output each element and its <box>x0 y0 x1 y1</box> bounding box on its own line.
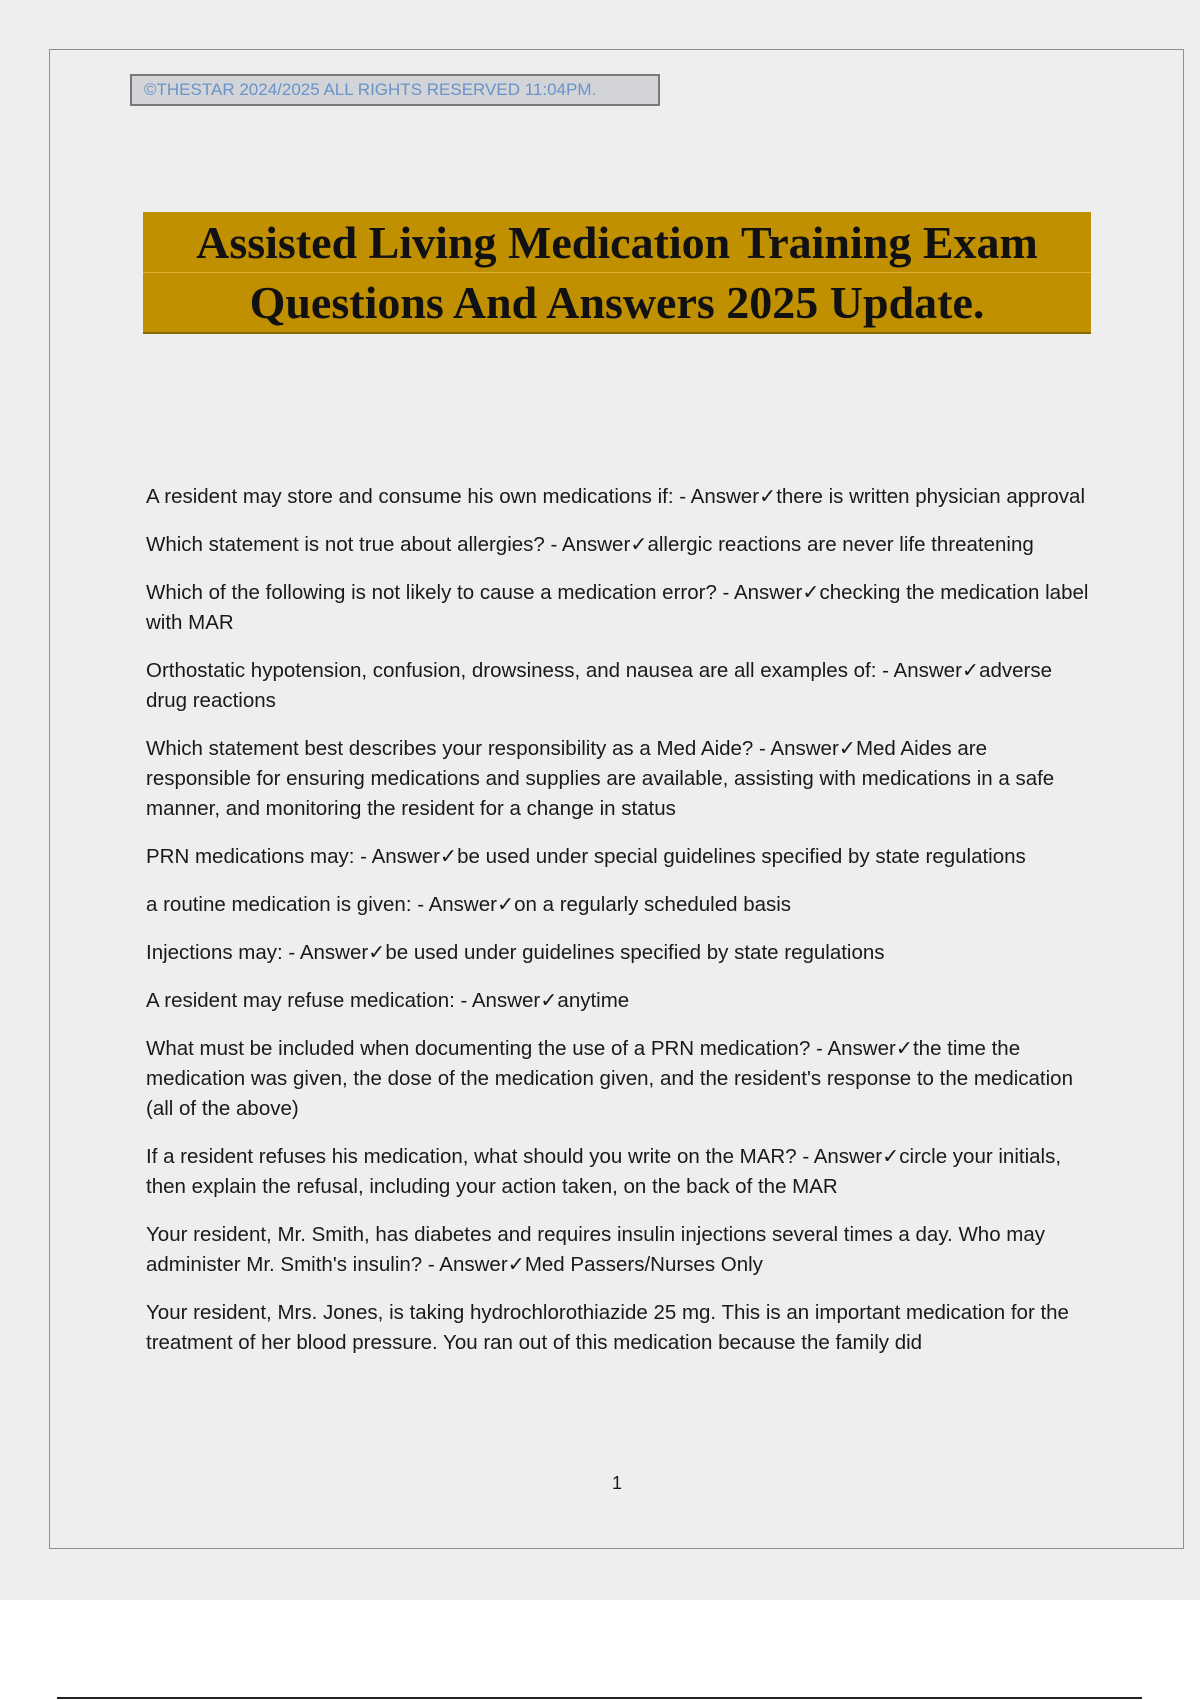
answer-text: there is written physician approval <box>776 485 1085 508</box>
answer-text: on a regularly scheduled basis <box>514 893 792 916</box>
answer-marker: - Answer✓ <box>716 581 820 604</box>
qa-item <box>146 842 1096 872</box>
qa-item <box>146 1142 1096 1202</box>
qa-item <box>146 578 1096 638</box>
document-title-line-2: Questions And Answers 2025 Update. <box>249 277 985 328</box>
title-banner <box>143 212 1091 334</box>
copyright-watermark: ©THESTAR 2024/2025 ALL RIGHTS RESERVED 11:04PM. <box>130 74 660 106</box>
question-text: Your resident, Mr. Smith, has diabetes and requires insulin injections several times a day. Who may administer Mr. Smith's insulin? <box>146 1223 1046 1276</box>
qa-item <box>146 1298 1096 1358</box>
question-text: A resident may store and consume his own medications if: <box>146 485 674 508</box>
qa-item <box>146 890 1096 920</box>
answer-text: be used under special guidelines specified by state regulations <box>457 845 1026 868</box>
answer-marker: - Answer✓ <box>796 1145 900 1168</box>
question-text: Which statement is not true about allergies? <box>146 533 545 556</box>
answer-marker: - Answer✓ <box>673 485 777 508</box>
qa-item <box>146 1034 1096 1124</box>
answer-text: circle your initials, then explain the refusal, including your action taken, on the back of the MAR <box>146 1145 1062 1198</box>
answer-text: the time the medication was given, the dose of the medication given, and the resident's response to the medication (all of the above) <box>146 1037 1073 1120</box>
answer-marker: - Answer✓ <box>753 737 856 760</box>
bottom-divider <box>57 1697 1142 1699</box>
qa-item <box>146 1220 1096 1280</box>
answer-text: Med Passers/Nurses Only <box>524 1253 763 1276</box>
qa-item <box>146 734 1096 824</box>
answer-marker: - Answer✓ <box>810 1037 913 1060</box>
answer-text: allergic reactions are never life threatening <box>647 533 1034 556</box>
qa-item <box>146 938 1096 968</box>
qa-item <box>146 656 1096 716</box>
answer-text: checking the medication label with MAR <box>146 581 1089 634</box>
answer-marker: - Answer✓ <box>422 1253 525 1276</box>
question-text: a routine medication is given: <box>146 893 412 916</box>
answer-text: Med Aides are responsible for ensuring medications and supplies are available, assisting with medications in a safe manner, and monitoring the resident for a change in status <box>146 737 1055 820</box>
qa-item <box>146 986 1096 1016</box>
question-text: What must be included when documenting the use of a PRN medication? <box>146 1037 811 1060</box>
document-title-line-1: Assisted Living Medication Training Exam <box>143 214 1091 273</box>
question-text: Which of the following is not likely to cause a medication error? <box>146 581 717 604</box>
answer-marker: - Answer✓ <box>354 845 458 868</box>
question-text: Orthostatic hypotension, confusion, drowsiness, and nausea are all examples of: <box>146 659 877 682</box>
question-text: A resident may refuse medication: <box>146 989 455 1012</box>
answer-text: be used under guidelines specified by state regulations <box>385 941 885 964</box>
answer-text: adverse drug reactions <box>146 659 1053 712</box>
answer-marker: - Answer✓ <box>411 893 515 916</box>
page-number: 1 <box>611 1473 622 1493</box>
qa-item <box>146 530 1096 560</box>
answer-text: anytime <box>557 989 630 1012</box>
question-text: PRN medications may: <box>146 845 355 868</box>
answer-marker: - Answer✓ <box>282 941 386 964</box>
qa-item <box>146 482 1096 512</box>
question-text: Your resident, Mrs. Jones, is taking hydrochlorothiazide 25 mg. This is an important medication for the treatment of her blood pressure. You ran out of this medication because the family did <box>146 1301 1069 1354</box>
question-text: Injections may: <box>146 941 283 964</box>
question-text: Which statement best describes your responsibility as a Med Aide? <box>146 737 754 760</box>
answer-marker: - Answer✓ <box>544 533 648 556</box>
answer-marker: - Answer✓ <box>876 659 980 682</box>
question-text: If a resident refuses his medication, what should you write on the MAR? <box>146 1145 797 1168</box>
question-answer-list <box>146 482 1096 1376</box>
answer-marker: - Answer✓ <box>454 989 558 1012</box>
